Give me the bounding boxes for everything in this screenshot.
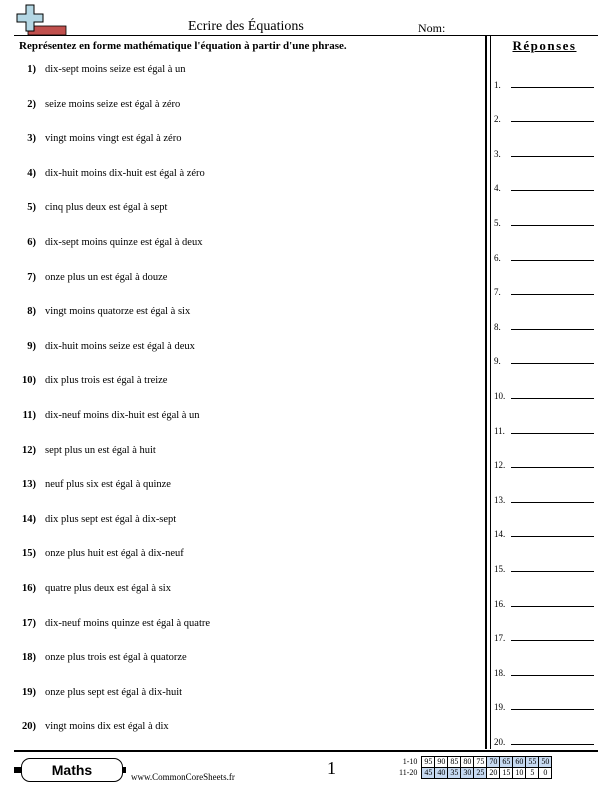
question-text: quatre plus deux est égal à six [45, 582, 171, 594]
question-item [18, 544, 478, 579]
score-cell: 0 [539, 768, 552, 779]
question-item [18, 648, 478, 683]
answer-number: 16. [494, 598, 506, 609]
answer-item [494, 57, 598, 92]
question-text: dix-huit moins seize est égal à deux [45, 340, 195, 352]
answer-item [494, 195, 598, 230]
question-item [18, 475, 478, 510]
score-cell: 45 [422, 768, 435, 779]
question-text: dix plus sept est égal à dix-sept [45, 513, 177, 525]
answer-line[interactable] [511, 190, 594, 191]
question-item [18, 268, 478, 303]
answer-list [494, 57, 598, 749]
answer-item [494, 541, 598, 576]
subject-badge: Maths [21, 758, 123, 782]
question-item [18, 441, 478, 476]
answer-number: 3. [494, 148, 501, 159]
question-item [18, 614, 478, 649]
score-row [397, 757, 552, 768]
score-cell: 5 [526, 768, 539, 779]
question-item [18, 233, 478, 268]
question-item [18, 717, 478, 752]
question-number: 16) [22, 582, 36, 594]
answer-item [494, 126, 598, 161]
question-item [18, 579, 478, 614]
worksheet-title: Ecrire des Équations [188, 19, 304, 34]
question-number: 18) [22, 652, 36, 664]
score-row [397, 768, 552, 779]
score-table [397, 756, 552, 779]
score-cell: 15 [500, 768, 513, 779]
name-label: Nom: [418, 21, 446, 35]
answer-number: 9. [494, 356, 501, 367]
question-item [18, 129, 478, 164]
question-text: dix-neuf moins quinze est égal à quatre [45, 617, 211, 629]
score-cell: 95 [422, 757, 435, 768]
answer-line[interactable] [511, 225, 594, 226]
answer-item [494, 230, 598, 265]
question-number: 19) [22, 686, 36, 698]
answer-item [494, 611, 598, 646]
question-text: dix-sept moins seize est égal à un [45, 64, 186, 75]
answer-line[interactable] [511, 571, 594, 572]
score-cell: 70 [487, 757, 500, 768]
question-item [18, 371, 478, 406]
answer-line[interactable] [511, 640, 594, 641]
answer-line[interactable] [511, 294, 594, 295]
answer-item [494, 334, 598, 369]
answer-line[interactable] [511, 363, 594, 364]
answer-line[interactable] [511, 260, 594, 261]
answer-item [494, 576, 598, 611]
answer-line[interactable] [511, 329, 594, 330]
answer-line[interactable] [511, 398, 594, 399]
answer-line[interactable] [511, 709, 594, 710]
question-number: 9) [27, 340, 36, 352]
answer-item [494, 299, 598, 334]
question-number: 10) [22, 375, 36, 387]
answer-line[interactable] [511, 433, 594, 434]
question-number: 6) [27, 236, 36, 248]
answer-line[interactable] [511, 502, 594, 503]
answer-number: 8. [494, 321, 501, 332]
question-text: onze plus trois est égal à quatorze [45, 652, 187, 664]
score-cell: 80 [461, 757, 474, 768]
answer-line[interactable] [511, 675, 594, 676]
score-cell: 20 [487, 768, 500, 779]
answer-number: 1. [494, 79, 501, 90]
answer-line[interactable] [511, 467, 594, 468]
question-text: cinq plus deux est égal à sept [45, 202, 168, 214]
question-text: onze plus un est égal à douze [45, 271, 168, 283]
score-cell: 10 [513, 768, 526, 779]
answer-number: 4. [494, 183, 501, 194]
question-number: 13) [22, 479, 36, 491]
question-number: 11) [22, 409, 36, 421]
answer-number: 15. [494, 563, 506, 574]
instructions: Représentez en forme mathématique l'équation à partir d'une phrase. [19, 40, 347, 52]
question-item [18, 510, 478, 545]
score-cell: 65 [500, 757, 513, 768]
question-number: 1) [27, 64, 36, 75]
question-number: 14) [22, 513, 36, 525]
question-number: 2) [27, 98, 36, 110]
question-text: dix-neuf moins dix-huit est égal à un [45, 409, 200, 421]
question-text: dix-huit moins dix-huit est égal à zéro [45, 167, 205, 179]
score-range-label: 1-10 [402, 757, 418, 766]
score-cell: 30 [461, 768, 474, 779]
score-cell: 75 [474, 757, 487, 768]
answer-number: 18. [494, 667, 506, 678]
answer-number: 2. [494, 114, 501, 125]
question-number: 15) [22, 548, 36, 560]
score-cell: 50 [539, 757, 552, 768]
page-number: 1 [327, 758, 336, 778]
answer-item [494, 92, 598, 127]
answer-item [494, 161, 598, 196]
question-text: vingt moins dix est égal à dix [45, 721, 169, 733]
question-number: 3) [27, 133, 36, 145]
question-number: 8) [27, 306, 36, 318]
answer-line[interactable] [511, 606, 594, 607]
question-item [18, 95, 478, 130]
answer-line[interactable] [511, 121, 594, 122]
question-number: 5) [27, 202, 36, 214]
answer-number: 7. [494, 287, 501, 298]
question-item [18, 164, 478, 199]
header-divider [14, 35, 598, 36]
answer-line[interactable] [511, 156, 594, 157]
answer-number: 10. [494, 390, 506, 401]
question-text: neuf plus six est égal à quinze [45, 479, 171, 491]
answer-number: 5. [494, 217, 501, 228]
website-text: www.CommonCoreSheets.fr [131, 772, 235, 782]
answer-item [494, 403, 598, 438]
question-number: 20) [22, 721, 36, 733]
answer-number: 19. [494, 702, 506, 713]
score-cell: 90 [435, 757, 448, 768]
question-item [18, 302, 478, 337]
score-cell: 35 [448, 768, 461, 779]
plus-logo-icon [14, 4, 68, 36]
question-text: vingt moins vingt est égal à zéro [45, 133, 182, 145]
question-text: onze plus sept est égal à dix-huit [45, 686, 183, 698]
question-item [18, 406, 478, 441]
question-number: 12) [22, 444, 36, 456]
question-text: onze plus huit est égal à dix-neuf [45, 548, 184, 560]
question-item [18, 198, 478, 233]
score-cell: 25 [474, 768, 487, 779]
answer-number: 11. [494, 425, 505, 436]
answer-number: 6. [494, 252, 501, 263]
answer-item [494, 368, 598, 403]
question-text: sept plus un est égal à huit [45, 444, 156, 456]
footer-divider [14, 750, 598, 752]
answer-number: 14. [494, 529, 506, 540]
question-list [18, 60, 478, 752]
answer-item [494, 714, 598, 749]
answers-header: Réponses [512, 38, 577, 53]
column-divider-inner [490, 36, 491, 749]
answer-number: 12. [494, 460, 506, 471]
question-item [18, 337, 478, 372]
answer-item [494, 507, 598, 542]
question-item [18, 60, 478, 95]
question-number: 7) [27, 271, 36, 283]
answer-number: 17. [494, 633, 506, 644]
score-cell: 60 [513, 757, 526, 768]
score-cell: 40 [435, 768, 448, 779]
answer-number: 20. [494, 736, 506, 747]
score-cell: 85 [448, 757, 461, 768]
column-divider [485, 36, 487, 749]
answer-number: 13. [494, 494, 506, 505]
question-text: vingt moins quatorze est égal à six [45, 306, 191, 318]
answer-item [494, 438, 598, 473]
score-cell: 55 [526, 757, 539, 768]
question-number: 4) [27, 167, 36, 179]
answer-line[interactable] [511, 744, 594, 745]
question-text: dix-sept moins quinze est égal à deux [45, 236, 203, 248]
answer-line[interactable] [511, 536, 594, 537]
question-number: 17) [22, 617, 36, 629]
question-item [18, 683, 478, 718]
score-range-label: 11-20 [399, 768, 418, 777]
question-text: seize moins seize est égal à zéro [45, 98, 181, 110]
answer-item [494, 645, 598, 680]
answer-line[interactable] [511, 87, 594, 88]
answer-item [494, 680, 598, 715]
question-text: dix plus trois est égal à treize [45, 375, 168, 387]
answer-item [494, 472, 598, 507]
answer-item [494, 265, 598, 300]
